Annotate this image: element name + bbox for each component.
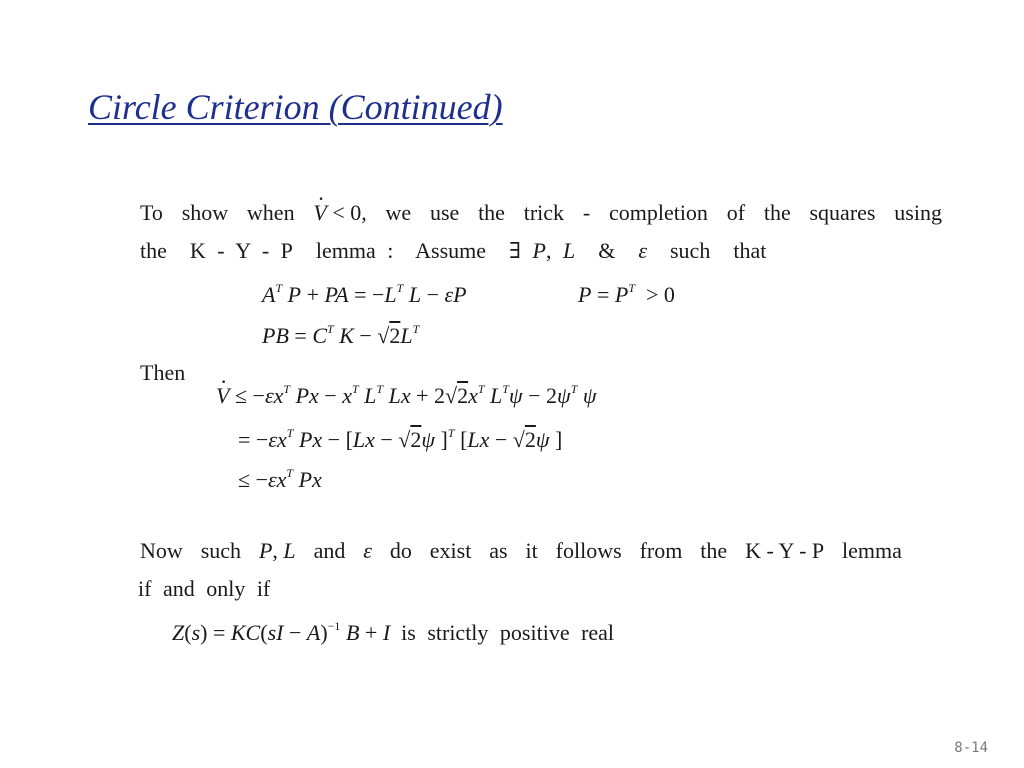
then-label: Then xyxy=(140,360,186,385)
intro-line-2: the K - Y - P lemma : Assume ∃ P, L & ε such that xyxy=(140,238,767,263)
z-s-statement: Z(s) = KC(sI − A)$^{-1}$ B + I is strictly positive real xyxy=(172,619,615,645)
now-line-2: if and only if xyxy=(138,576,271,601)
vdot-inequality-1: · $V \le -\varepsilon x^T$ $Px - x^T$ $L^T$ $Lx + 2√2x^T$ $L^T\psi - 2\psi^T$ ψ xyxy=(216,383,597,409)
lyapunov-equation: $A^T$ P + PA = $-L^T$ L − εP xyxy=(262,281,467,307)
z-s-text: is strictly positive real xyxy=(401,620,615,645)
intro-line-1: To show when · V < 0, we use the trick - completion of the squares using xyxy=(140,200,942,226)
now-line-1: Now such P, L and ε do exist as it follows from the K - Y - P lemma xyxy=(140,538,902,563)
vdot-inequality-2: = $-\varepsilon x^T$ Px − [Lx − √2ψ ]$^T$ [Lx − √2ψ ] xyxy=(238,426,563,452)
page-title: Circle Criterion (Continued) xyxy=(88,87,503,127)
vdot-inequality-3: ≤ $-\varepsilon x^T$ Px xyxy=(238,466,322,492)
pb-equation: PB = $C^T$ $K - √2L^T$ xyxy=(262,322,420,348)
p-positive-definite: $P = P^T > 0$ xyxy=(578,281,675,307)
page-number: 8-14 xyxy=(954,740,988,756)
